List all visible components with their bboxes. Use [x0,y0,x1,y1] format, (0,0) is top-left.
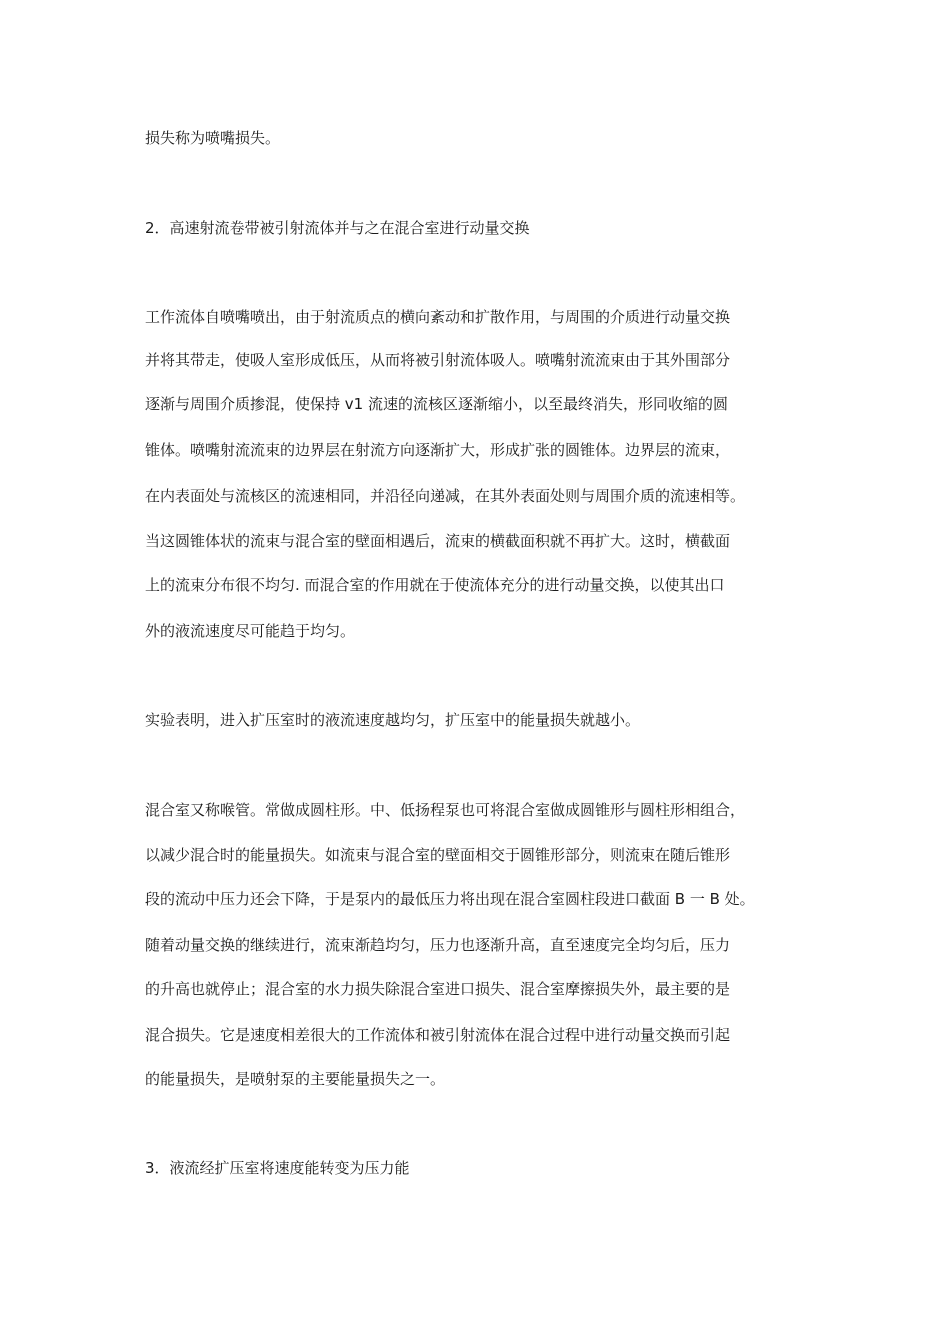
paragraph-line: 的升高也就停止；混合室的水力损失除混合室进口损失、混合室摩擦损失外，最主要的是 [145,980,731,998]
paragraph-line: 逐渐与周围介质掺混，使保持 v1 流速的流核区逐渐缩小，以至最终消失，形同收缩的圆 [145,395,728,413]
paragraph-line: 混合损失。它是速度相差很大的工作流体和被引射流体在混合过程中进行动量交换而引起 [145,1026,731,1044]
section-2-heading: 2．高速射流卷带被引射流体并与之在混合室进行动量交换 [145,219,530,237]
paragraph-line: 混合室又称喉管。常做成圆柱形。中、低扬程泵也可将混合室做成圆锥形与圆柱形相组合， [145,801,746,819]
intro-line: 损失称为喷嘴损失。 [145,129,281,147]
paragraph-line: 在内表面处与流核区的流速相同，并沿径向递减，在其外表面处则与周围介质的流速相等。 [145,487,746,505]
section-3-heading: 3．液流经扩压室将速度能转变为压力能 [145,1159,410,1177]
paragraph-line: 段的流动中压力还会下降，于是泵内的最低压力将出现在混合室圆柱段进口截面 B 一 B 处。 [145,890,755,908]
paragraph-line: 并将其带走，使吸人室形成低压，从而将被引射流体吸人。喷嘴射流流束由于其外围部分 [145,351,731,369]
paragraph-2: 实验表明，进入扩压室时的液流速度越均匀，扩压室中的能量损失就越小。 [145,711,641,729]
paragraph-line: 随着动量交换的继续进行，流束渐趋均匀，压力也逐渐升高，直至速度完全均匀后，压力 [145,936,731,954]
paragraph-line: 工作流体自喷嘴喷出，由于射流质点的横向紊动和扩散作用，与周围的介质进行动量交换 [145,308,731,326]
paragraph-line: 锥体。喷嘴射流流束的边界层在射流方向逐渐扩大，形成扩张的圆锥体。边界层的流束， [145,441,731,459]
paragraph-line: 当这圆锥体状的流束与混合室的壁面相遇后，流束的横截面积就不再扩大。这时，横截面 [145,532,731,550]
paragraph-line: 外的液流速度尽可能趋于均匀。 [145,622,356,640]
paragraph-line: 的能量损失，是喷射泵的主要能量损失之一。 [145,1070,446,1088]
paragraph-line: 上的流束分布很不均匀. 而混合室的作用就在于使流体充分的进行动量交换，以使其出口 [145,576,725,594]
paragraph-line: 以减少混合时的能量损失。如流束与混合室的壁面相交于圆锥形部分，则流束在随后锥形 [145,846,731,864]
